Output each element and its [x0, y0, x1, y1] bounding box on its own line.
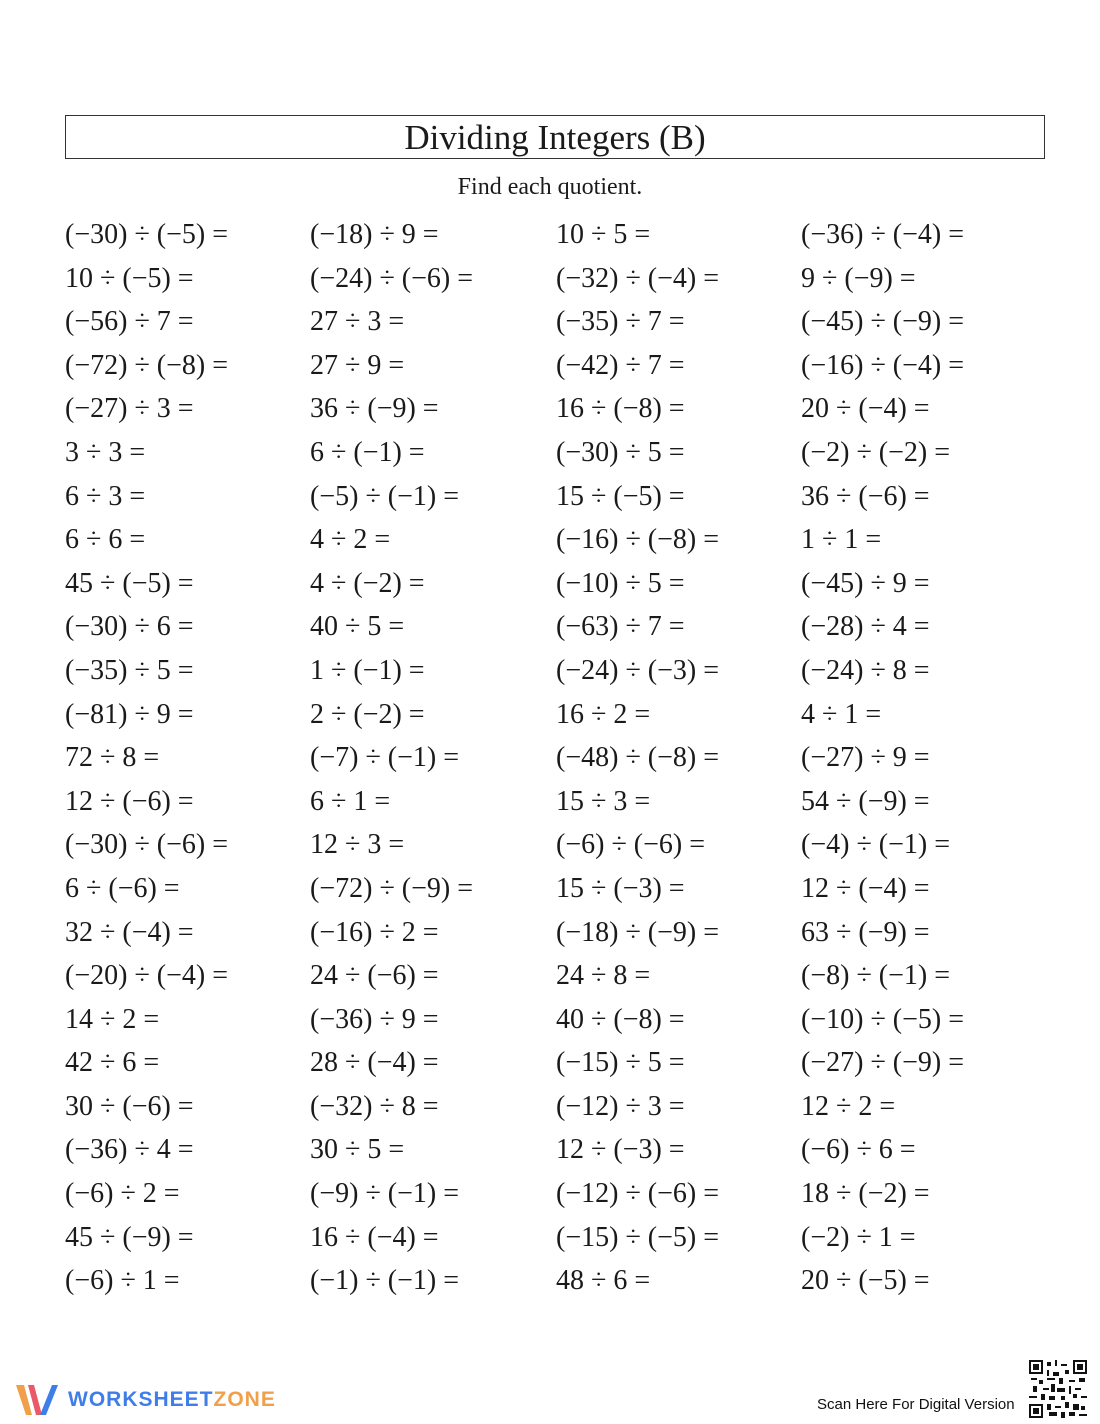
problem-item: (−6) ÷ 6 = — [801, 1134, 916, 1166]
problem-item: 30 ÷ 5 = — [310, 1134, 405, 1166]
problem-item: (−72) ÷ (−9) = — [310, 872, 474, 904]
problem-item: (−36) ÷ 9 = — [310, 1003, 439, 1035]
problem-item: 6 ÷ (−1) = — [310, 436, 425, 468]
problem-item: 4 ÷ 2 = — [310, 524, 391, 556]
problem-item: (−6) ÷ 2 = — [65, 1178, 180, 1210]
problem-item: 16 ÷ (−8) = — [556, 393, 685, 425]
problem-item: (−30) ÷ (−6) = — [65, 829, 229, 861]
problem-item: (−4) ÷ (−1) = — [801, 829, 951, 861]
problem-item: (−45) ÷ 9 = — [801, 567, 930, 599]
problem-item: 24 ÷ 8 = — [556, 960, 651, 992]
problem-item: 12 ÷ (−6) = — [65, 785, 194, 817]
problem-item: 45 ÷ (−5) = — [65, 567, 194, 599]
problem-item: 32 ÷ (−4) = — [65, 916, 194, 948]
brand-name-part2: ZONE — [213, 1388, 276, 1411]
qr-code-icon[interactable] — [1029, 1360, 1087, 1418]
problem-item: (−20) ÷ (−4) = — [65, 960, 229, 992]
problem-item: (−24) ÷ 8 = — [801, 654, 930, 686]
problem-item: 36 ÷ (−9) = — [310, 393, 439, 425]
problem-item: (−42) ÷ 7 = — [556, 349, 685, 381]
problem-item: (−5) ÷ (−1) = — [310, 480, 460, 512]
problem-item: (−24) ÷ (−3) = — [556, 654, 720, 686]
problem-item: (−35) ÷ 7 = — [556, 306, 685, 338]
problem-item: 16 ÷ 2 = — [556, 698, 651, 730]
problem-item: 63 ÷ (−9) = — [801, 916, 930, 948]
problem-item: 10 ÷ (−5) = — [65, 262, 194, 294]
problem-item: 27 ÷ 9 = — [310, 349, 405, 381]
problem-item: (−12) ÷ 3 = — [556, 1090, 685, 1122]
problem-item: (−6) ÷ 1 = — [65, 1265, 180, 1297]
problem-item: (−12) ÷ (−6) = — [556, 1178, 720, 1210]
problem-item: (−2) ÷ (−2) = — [801, 436, 951, 468]
problem-item: (−35) ÷ 5 = — [65, 654, 194, 686]
problem-item: (−30) ÷ 5 = — [556, 436, 685, 468]
problem-item: 10 ÷ 5 = — [556, 219, 651, 250]
problem-item: (−16) ÷ (−4) = — [801, 349, 965, 381]
problem-item: (−16) ÷ 2 = — [310, 916, 439, 948]
problem-item: (−16) ÷ (−8) = — [556, 524, 720, 556]
problem-item: 24 ÷ (−6) = — [310, 960, 439, 992]
problem-item: 1 ÷ (−1) = — [310, 654, 425, 686]
problem-grid — [65, 213, 1055, 1303]
problem-item: 12 ÷ 2 = — [801, 1090, 896, 1122]
problem-item: (−30) ÷ (−5) = — [65, 219, 229, 250]
brand-name-part1: WORKSHEET — [68, 1388, 214, 1411]
problem-item: 45 ÷ (−9) = — [65, 1221, 194, 1253]
problem-item: (−10) ÷ 5 = — [556, 567, 685, 599]
brand-logo — [14, 1380, 276, 1420]
worksheetzone-logo-icon — [14, 1381, 60, 1419]
problem-item: (−32) ÷ (−4) = — [556, 262, 720, 294]
problem-item: 12 ÷ 3 = — [310, 829, 405, 861]
problem-item: 40 ÷ (−8) = — [556, 1003, 685, 1035]
problem-item: 6 ÷ (−6) = — [65, 872, 180, 904]
problem-item: 40 ÷ 5 = — [310, 611, 405, 643]
problem-item: (−72) ÷ (−8) = — [65, 349, 229, 381]
problem-item: 42 ÷ 6 = — [65, 1047, 160, 1079]
problem-item: (−10) ÷ (−5) = — [801, 1003, 965, 1035]
problem-item: (−18) ÷ 9 = — [310, 219, 439, 250]
problem-item: (−45) ÷ (−9) = — [801, 306, 965, 338]
problem-item: 1 ÷ 1 = — [801, 524, 882, 556]
problem-item: (−24) ÷ (−6) = — [310, 262, 474, 294]
problem-item: 3 ÷ 3 = — [65, 436, 146, 468]
problem-item: (−32) ÷ 8 = — [310, 1090, 439, 1122]
problem-item: (−81) ÷ 9 = — [65, 698, 194, 730]
problem-item: 18 ÷ (−2) = — [801, 1178, 930, 1210]
problem-item: 6 ÷ 3 = — [65, 480, 146, 512]
problem-item: 30 ÷ (−6) = — [65, 1090, 194, 1122]
problem-item: 15 ÷ 3 = — [556, 785, 651, 817]
problem-item: (−36) ÷ (−4) = — [801, 219, 965, 250]
problem-item: (−56) ÷ 7 = — [65, 306, 194, 338]
worksheet-title-box — [65, 115, 1045, 159]
problem-item: 27 ÷ 3 = — [310, 306, 405, 338]
problem-item: 9 ÷ (−9) = — [801, 262, 916, 294]
problem-item: 20 ÷ (−4) = — [801, 393, 930, 425]
problem-item: (−28) ÷ 4 = — [801, 611, 930, 643]
problem-item: 6 ÷ 6 = — [65, 524, 146, 556]
problem-item: 2 ÷ (−2) = — [310, 698, 425, 730]
problem-item: 4 ÷ (−2) = — [310, 567, 425, 599]
worksheet-title: Dividing Integers (B) — [404, 117, 706, 157]
problem-item: (−15) ÷ (−5) = — [556, 1221, 720, 1253]
problem-item: 28 ÷ (−4) = — [310, 1047, 439, 1079]
problem-item: 54 ÷ (−9) = — [801, 785, 930, 817]
problem-item: (−6) ÷ (−6) = — [556, 829, 706, 861]
problem-item: (−36) ÷ 4 = — [65, 1134, 194, 1166]
problem-item: (−27) ÷ (−9) = — [801, 1047, 965, 1079]
scan-caption: Scan Here For Digital Version — [817, 1396, 1015, 1413]
problem-item: 15 ÷ (−5) = — [556, 480, 685, 512]
problem-item: (−27) ÷ 3 = — [65, 393, 194, 425]
problem-item: 48 ÷ 6 = — [556, 1265, 651, 1297]
problem-item: (−30) ÷ 6 = — [65, 611, 194, 643]
problem-item: (−8) ÷ (−1) = — [801, 960, 951, 992]
problem-item: 4 ÷ 1 = — [801, 698, 882, 730]
problem-item: (−2) ÷ 1 = — [801, 1221, 916, 1253]
brand-name — [68, 1388, 276, 1412]
problem-item: 15 ÷ (−3) = — [556, 872, 685, 904]
problem-item: (−1) ÷ (−1) = — [310, 1265, 460, 1297]
problem-item: 6 ÷ 1 = — [310, 785, 391, 817]
problem-item: 36 ÷ (−6) = — [801, 480, 930, 512]
problem-item: (−18) ÷ (−9) = — [556, 916, 720, 948]
problem-item: 14 ÷ 2 = — [65, 1003, 160, 1035]
problem-item: 72 ÷ 8 = — [65, 742, 160, 774]
problem-item: (−15) ÷ 5 = — [556, 1047, 685, 1079]
instructions: Find each quotient. — [457, 174, 643, 200]
problem-item: (−9) ÷ (−1) = — [310, 1178, 460, 1210]
problem-item: (−48) ÷ (−8) = — [556, 742, 720, 774]
problem-item: 12 ÷ (−4) = — [801, 872, 930, 904]
problem-item: 20 ÷ (−5) = — [801, 1265, 930, 1297]
problem-item: (−63) ÷ 7 = — [556, 611, 685, 643]
problem-item: (−7) ÷ (−1) = — [310, 742, 460, 774]
problem-item: 16 ÷ (−4) = — [310, 1221, 439, 1253]
problem-item: (−27) ÷ 9 = — [801, 742, 930, 774]
problem-item: 12 ÷ (−3) = — [556, 1134, 685, 1166]
